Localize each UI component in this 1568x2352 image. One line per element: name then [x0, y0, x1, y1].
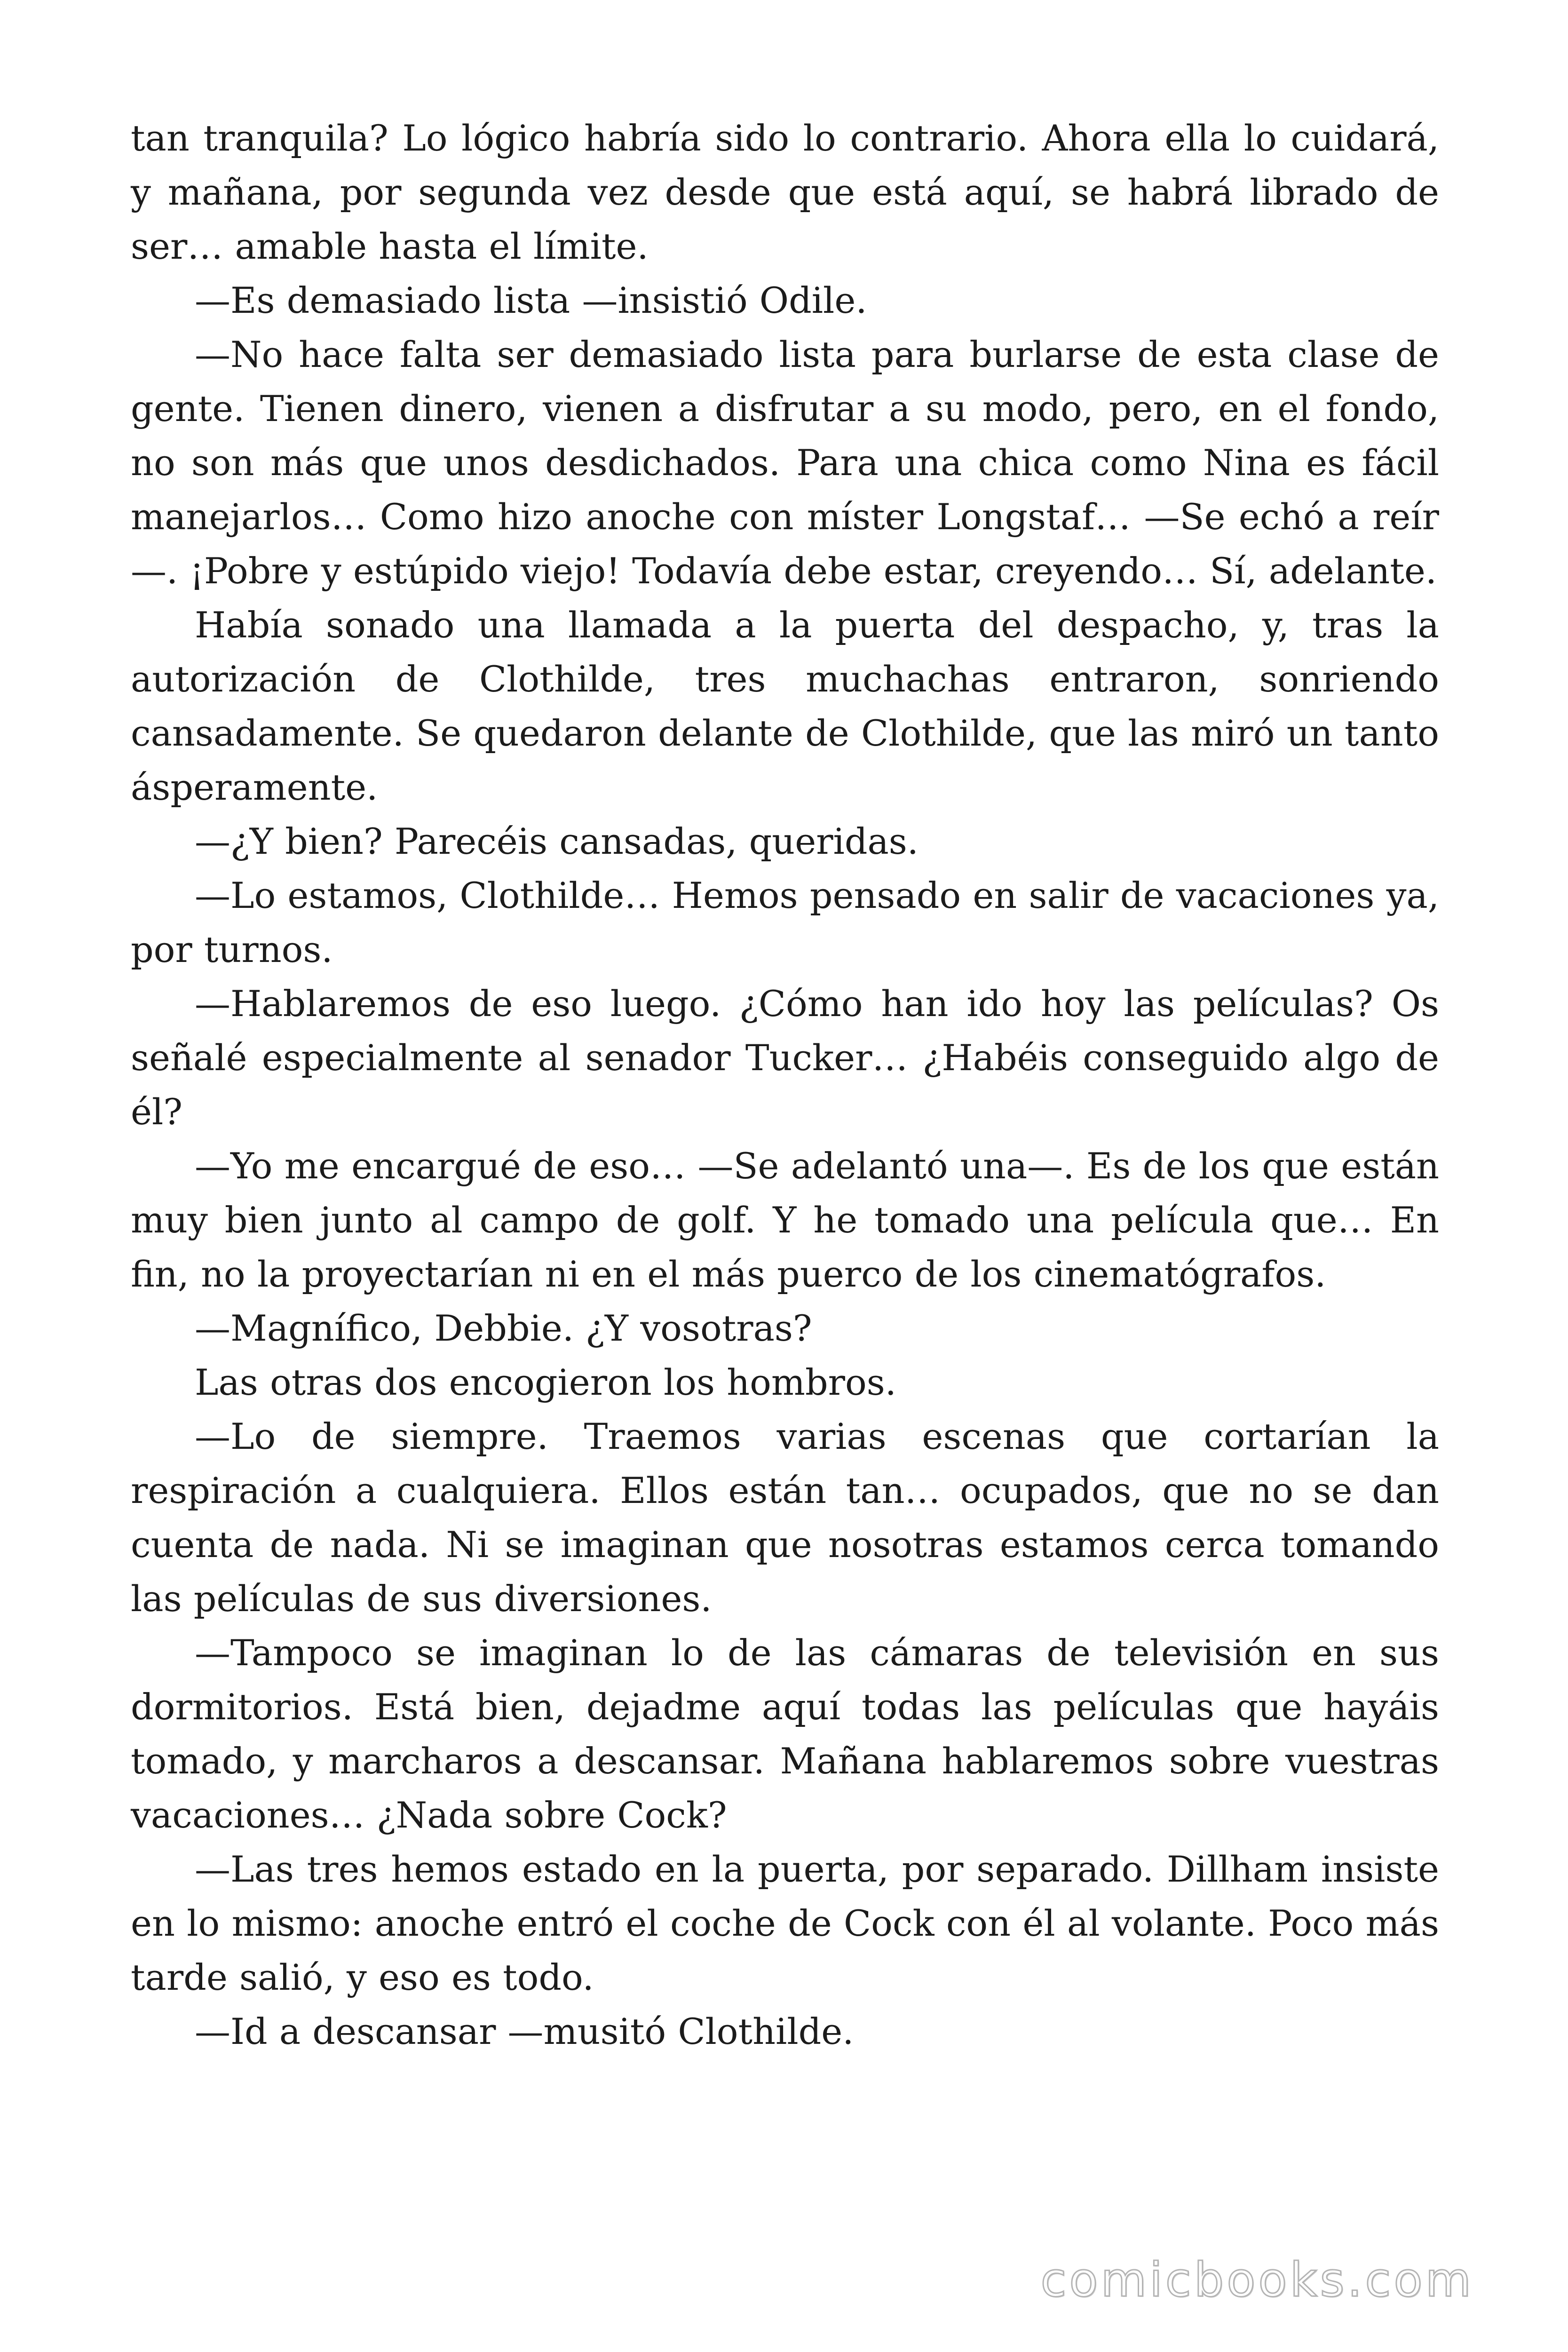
page-body	[131, 111, 1439, 2058]
paragraph-10: Las otras dos encogieron los hombros.	[195, 1361, 896, 1403]
paragraph-3: —No hace falta ser demasiado lista para burlarse de esta clase de gente. Tienen dinero, vienen a disfrutar a su modo, pero, en el fondo, no son más que unos desdichados. Para una chica como Nina es fácil manejarlos… Como hizo anoche con míster Longstaf… —Se echó a reír—. ¡Pobre y estúpido viejo! Todavía debe estar, creyendo… Sí, adelante.	[131, 334, 1439, 592]
watermark: comicbooks.com	[1040, 2252, 1474, 2307]
paragraph-12: —Tampoco se imaginan lo de las cámaras de televisión en sus dormitorios. Está bien, dejadme aquí todas las películas que hayáis tomado, y marcharos a descansar. Mañana hablaremos sobre vuestras vacaciones… ¿Nada sobre Cock?	[131, 1632, 1439, 1836]
paragraph-11: —Lo de siempre. Traemos varias escenas que cortarían la respiración a cualquiera. Ellos están tan… ocupados, que no se dan cuenta de nada. Ni se imaginan que nosotras estamos cerca tomando las películas de sus diversiones.	[131, 1415, 1439, 1620]
paragraph-1: tan tranquila? Lo lógico habría sido lo contrario. Ahora ella lo cuidará, y mañana, por segunda vez desde que está aquí, se habrá librado de ser… amable hasta el límite.	[131, 117, 1439, 267]
paragraph-4: Había sonado una llamada a la puerta del despacho, y, tras la autorización de Clothilde, tres muchachas entraron, sonriendo cansadamente. Se quedaron delante de Clothilde, que las miró un tanto ásperamente.	[131, 604, 1439, 808]
paragraph-7: —Hablaremos de eso luego. ¿Cómo han ido hoy las películas? Os señalé especialmente al senador Tucker… ¿Habéis conseguido algo de él?	[131, 983, 1439, 1133]
paragraph-8: —Yo me encargué de eso… —Se adelantó una—. Es de los que están muy bien junto al campo de golf. Y he tomado una película que… En fin, no la proyectarían ni en el más puerco de los cinematógrafos.	[131, 1145, 1439, 1295]
paragraph-14: —Id a descansar —musitó Clothilde.	[195, 2010, 854, 2052]
paragraph-6: —Lo estamos, Clothilde… Hemos pensado en salir de vacaciones ya, por turnos.	[131, 874, 1439, 970]
paragraph-2: —Es demasiado lista —insistió Odile.	[195, 279, 867, 321]
paragraph-9: —Magnífico, Debbie. ¿Y vosotras?	[195, 1307, 812, 1349]
paragraph-5: —¿Y bien? Parecéis cansadas, queridas.	[195, 820, 919, 862]
paragraph-13: —Las tres hemos estado en la puerta, por separado. Dillham insiste en lo mismo: anoche entró el coche de Cock con él al volante. Poco más tarde salió, y eso es todo.	[131, 1848, 1439, 1998]
